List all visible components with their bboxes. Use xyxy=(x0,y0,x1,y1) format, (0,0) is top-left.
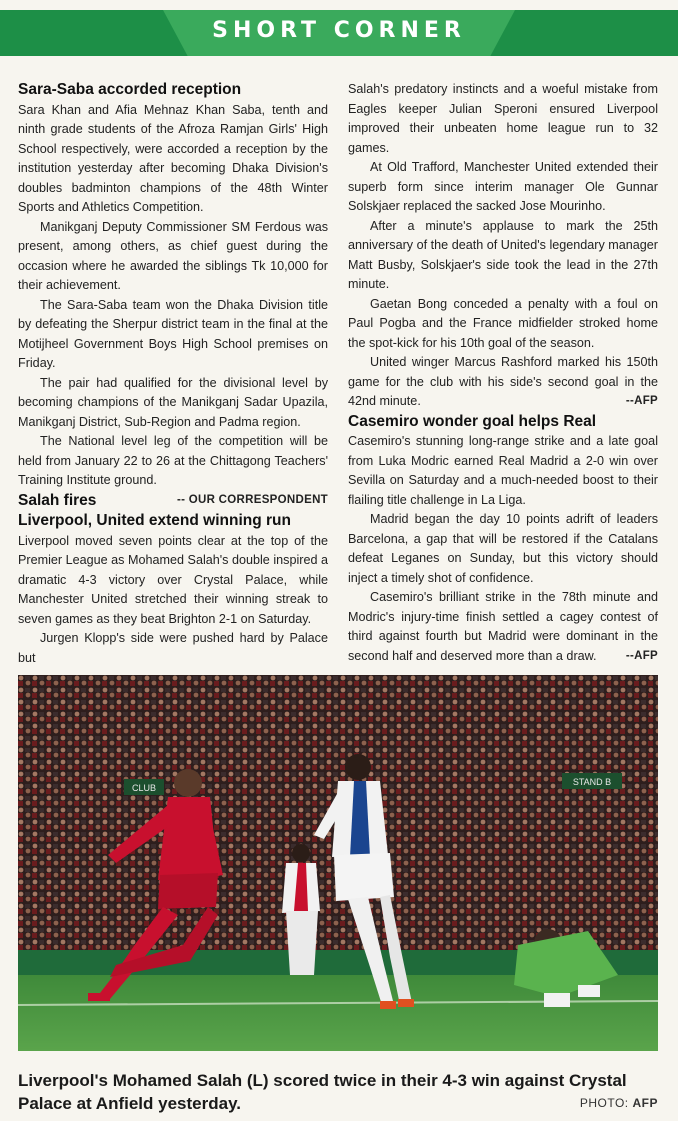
story3-credit: --AFP xyxy=(625,649,658,662)
story2-last-paragraph xyxy=(348,353,658,412)
section-banner xyxy=(0,10,678,56)
story1-paragraph: The pair had qualified for the divisional level by becoming champions of the Manikganj Sadar Upazila, Manikganj District, Sub-Region and Padma region. xyxy=(18,375,328,429)
story1-paragraph: The Sara-Saba team won the Dhaka Division title by defeating the Sherpur district team in the final at the Motijheel Government Boys High School premises on Friday. xyxy=(18,297,328,370)
story2-credit: --AFP xyxy=(625,395,658,407)
right-column xyxy=(348,80,658,666)
left-column xyxy=(18,80,328,668)
story3-paragraph: Madrid began the day 10 points adrift of leaders Barcelona, a gap that will be restored if the Catalans defeat Leganes on Sunday, but this victory should inject a timely shot of confidence. xyxy=(348,512,658,585)
story2-paragraph: Liverpool moved seven points clear at the top of the Premier League as Mohamed Salah's double inspired a dramatic 4-3 victory over Crystal Palace, while Manchester United stretched their winning streak to seven games as they beat Brighton 2-1 on Saturday. xyxy=(18,533,328,626)
match-photo xyxy=(18,675,658,1051)
stand-sign-right-text: STAND B xyxy=(572,777,612,787)
photo-caption: Liverpool's Mohamed Salah (L) scored twice in their 4-3 win against Crystal Palace at Anfield yesterday. xyxy=(18,1071,627,1113)
stand-sign-left-text: CLUB xyxy=(131,783,157,793)
photo-credit-label: PHOTO: xyxy=(579,1096,629,1110)
story2-paragraph: After a minute's applause to mark the 25th anniversary of the death of United's legendary manager Matt Busby, Solskjaer's side took the lead in the 27th minute. xyxy=(348,218,658,291)
story3-paragraph: Casemiro's stunning long-range strike and a late goal from Luka Modric earned Real Madrid a 2-0 win over Sevilla on Saturday and a much-needed boost to their flailing title challenge in La Liga. xyxy=(348,434,658,507)
section-title: SHORT CORNER xyxy=(212,18,466,43)
story2-paragraph: Jurgen Klopp's side were pushed hard by Palace but xyxy=(18,631,328,665)
story-sara-saba xyxy=(18,80,328,506)
story1-paragraph-text: The National level leg of the competition will be held from January 22 to 26 at the Chittagong Teachers' Training Institute ground. xyxy=(18,434,328,487)
story2-paragraph: Salah's predatory instincts and a woeful mistake from Eagles keeper Julian Speroni ensured Liverpool improved their unbeaten home league run to 32 games. xyxy=(348,82,658,155)
story2-paragraph-text: United winger Marcus Rashford marked his 150th game for the club with his side's second goal in the 42nd minute. xyxy=(348,355,658,408)
photo-credit-source: AFP xyxy=(632,1096,658,1110)
story-salah-continued xyxy=(348,80,658,412)
story3-headline: Casemiro wonder goal helps Real xyxy=(348,412,597,430)
story1-headline: Sara-Saba accorded reception xyxy=(18,81,242,98)
story2-headline: Salah fires Liverpool, United extend winning run xyxy=(18,491,291,529)
story1-last-paragraph xyxy=(18,432,328,506)
story-casemiro xyxy=(348,412,658,667)
story-salah xyxy=(18,491,328,669)
story2-paragraph: At Old Trafford, Manchester United extended their superb form since interim manager Ole Gunnar Solskjaer replaced the sacked Jose Mourinho. xyxy=(348,160,658,213)
story1-credit: -- OUR CORRESPONDENT xyxy=(176,493,328,506)
story1-paragraph: Sara Khan and Afia Mehnaz Khan Saba, tenth and ninth grade students of the Afroza Ramjan Girls' High School respectively, were accorded a reception by the institution yesterday after becoming Dhaka Division's doubles badminton champions of the 48th Winter Sports and Athletics Competition. xyxy=(18,102,328,214)
photo-credit xyxy=(580,1096,658,1110)
story2-paragraph: Gaetan Bong conceded a penalty with a foul on Paul Pogba and the France midfielder stroked home the spot-kick for his 10th goal of the season. xyxy=(348,296,658,350)
story3-paragraph-text: Casemiro's brilliant strike in the 78th minute and Modric's injury-time finish settled a cagey contest of third against fourth but Madrid were dominant in the second half and deserved more than a draw. xyxy=(348,590,658,663)
story3-last-paragraph xyxy=(348,588,658,666)
story1-paragraph: Manikganj Deputy Commissioner SM Ferdous was present, among others, as chief guest during the occasion where he awarded the siblings Tk 10,000 for their achievement. xyxy=(18,219,328,292)
